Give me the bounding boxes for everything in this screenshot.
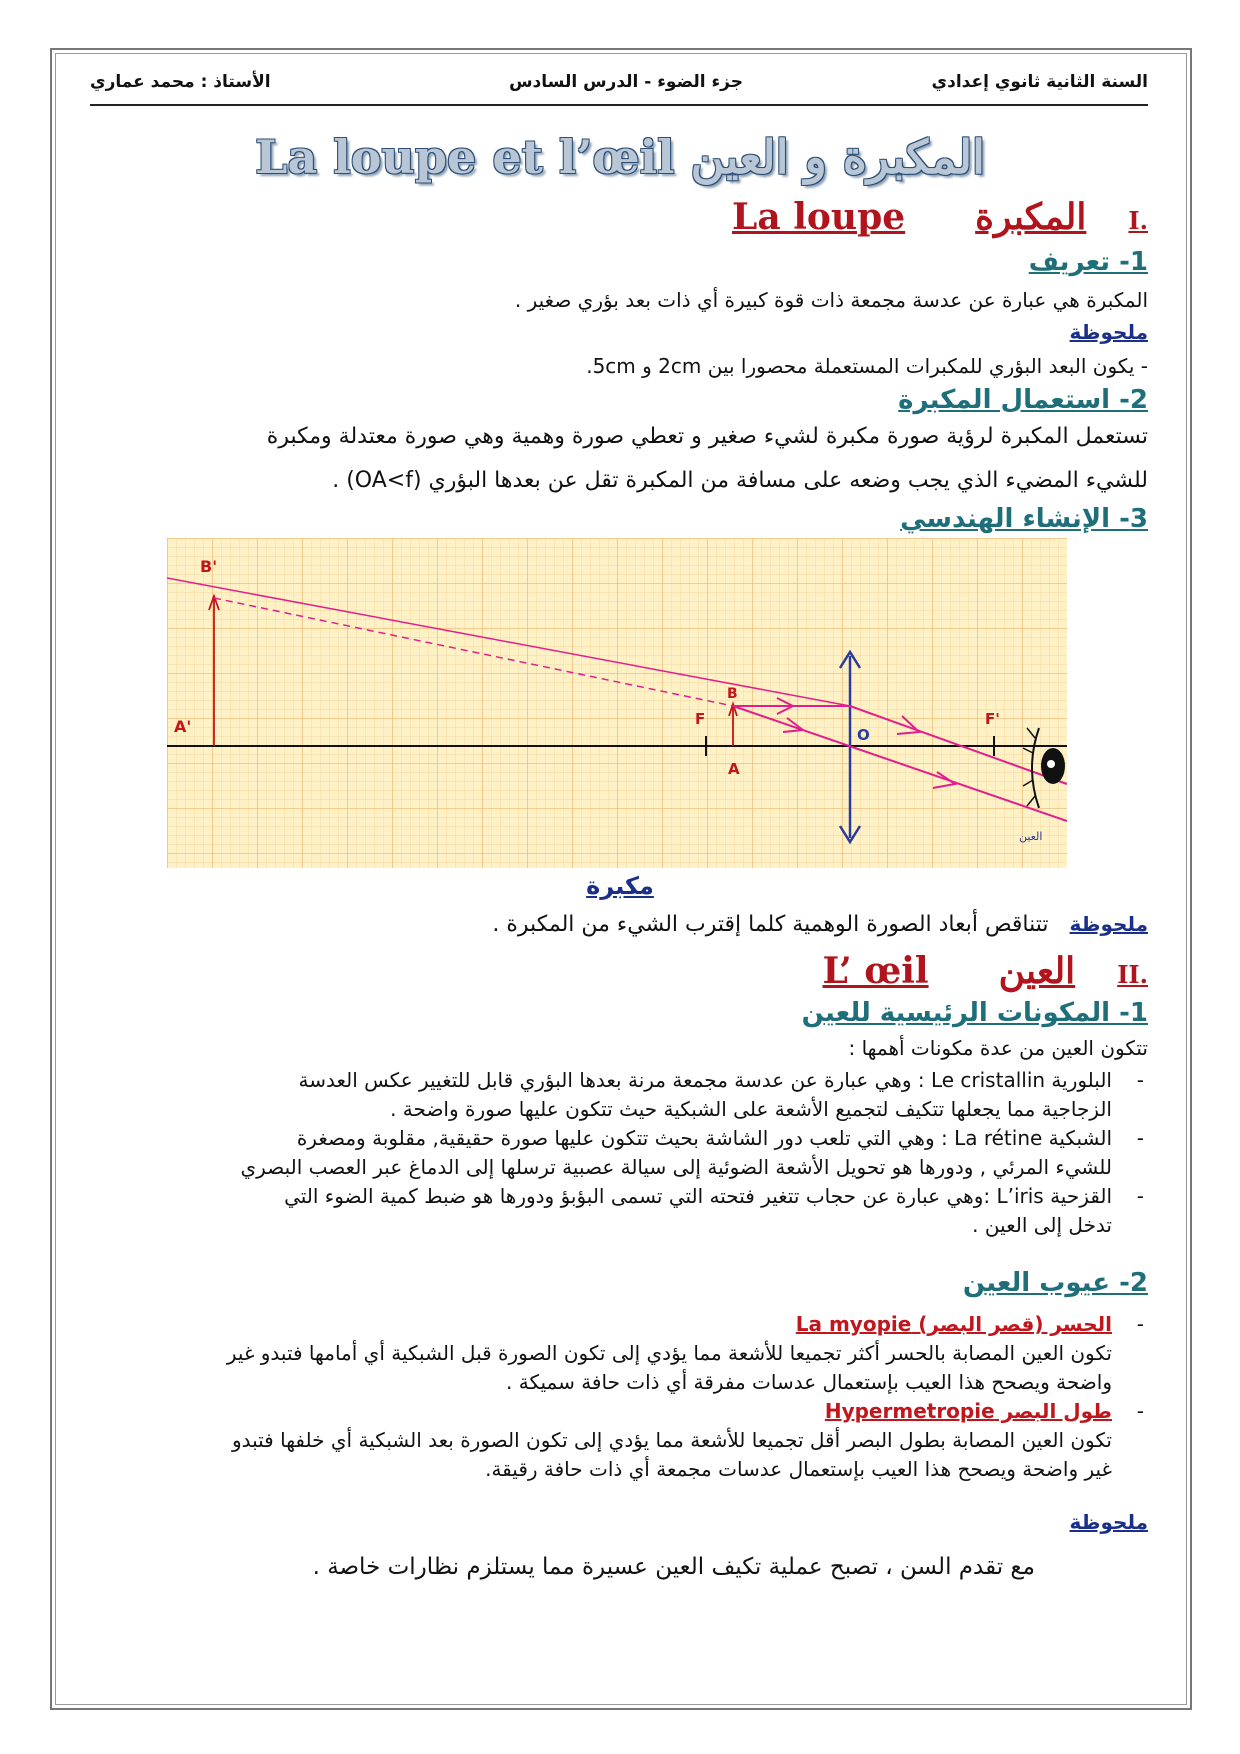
section-2-heading	[822, 950, 1148, 992]
label-f-prime: F'	[985, 710, 1000, 728]
defects-list	[158, 1310, 1148, 1484]
magnifier-diagram	[167, 538, 1067, 868]
note-3-text: مع تقدم السن ، تصبح عملية تكيف العين عسيرة مما يستلزم نظارات خاصة .	[312, 1554, 1035, 1580]
note-1-label: ملحوظة	[1069, 320, 1148, 344]
label-f: F	[695, 710, 706, 728]
usage-heading: 2- استعمال المكبرة	[898, 385, 1148, 415]
components-heading: 1- المكونات الرئيسية للعين	[801, 998, 1148, 1028]
definition-text: المكبرة هي عبارة عن عدسة مجمعة ذات قوة كبيرة أي ذات بعد بؤري صغير .	[514, 288, 1148, 312]
label-a: A	[728, 760, 740, 778]
myopia-line-1: تكون العين المصابة بالحسر أكثر تجميعا للأشعة مما يؤدي إلى تكون الصورة قبل الشبكية أي أمامها فتبدو غير	[226, 1341, 1112, 1365]
hyperopia-line-2: غير واضحة ويصحح هذا العيب بإستعمال عدسات مجمعة أي ذات حافة رقيقة.	[485, 1457, 1112, 1481]
header-level: السنة الثانية ثانوي إعدادي	[931, 72, 1148, 92]
components-intro: تتكون العين من عدة مكونات أهمها :	[848, 1036, 1148, 1060]
section-1-label	[732, 196, 1086, 238]
hyperopia-title: - طول البصر Hypermetropie	[824, 1399, 1112, 1423]
section-1-arabic: المكبرة	[975, 196, 1087, 238]
note-2	[492, 912, 1148, 937]
myopia-line-2: واضحة ويصحح هذا العيب بإستعمال عدسات مفرقة أي ذات حافة سميكة .	[506, 1370, 1112, 1394]
page-header	[90, 70, 1148, 106]
usage-line-2: للشيء المضيء الذي يجب وضعه على مسافة من المكبرة تقل عن بعدها البؤري (OA<f) .	[332, 468, 1148, 493]
grid-lines	[167, 538, 1067, 868]
components-list	[158, 1066, 1148, 1240]
list-item	[158, 1182, 1148, 1240]
note-3-label: ملحوظة	[1069, 1510, 1148, 1534]
header-part: جزء الضوء - الدرس السادس	[509, 72, 743, 92]
defects-heading: 2- عيوب العين	[962, 1268, 1148, 1298]
label-a-prime: A'	[174, 717, 192, 736]
list-item	[158, 1124, 1148, 1182]
list-item-line: تدخل إلى العين .	[972, 1213, 1112, 1237]
list-item-line: الزجاجية مما يجعلها تتكيف لتجميع الأشعة على الشبكية حيث تتكون عليها صورة واضحة .	[390, 1097, 1112, 1121]
section-1-number: .I	[1128, 206, 1148, 235]
list-item-line: - البلورية Le cristallin : وهي عبارة عن عدسة مجمعة مرنة بعدها البؤري قابل للتغيير عكس العدسة	[298, 1068, 1112, 1092]
label-eye: العين	[1019, 830, 1043, 843]
label-b: B	[727, 686, 738, 702]
section-1-french: La loupe	[732, 196, 906, 238]
note-2-label: ملحوظة	[1069, 912, 1148, 936]
note-2-text: تتناقص أبعاد الصورة الوهمية كلما إقترب الشيء من المكبرة .	[492, 912, 1049, 937]
construction-heading: 3- الإنشاء الهندسي	[900, 504, 1148, 534]
diagram-caption: مكبرة	[586, 872, 654, 900]
label-o: O	[857, 726, 870, 744]
myopia-title: - الحسر (قصر البصر) La myopie	[795, 1312, 1112, 1336]
section-1-heading	[732, 196, 1148, 238]
hyperopia-line-1: تكون العين المصابة بطول البصر أقل تجميعا للأشعة مما يؤدي إلى تكون الصورة بعد الشبكية أي خلفها فتبدو	[231, 1428, 1112, 1452]
list-item	[158, 1310, 1148, 1339]
section-2-number: .II	[1117, 960, 1148, 989]
list-item-line: للشيء المرئي , ودورها هو تحويل الأشعة الضوئية إلى سيالة عصبية ترسلها إلى الدماغ عبر العصب البصري	[240, 1155, 1112, 1179]
section-2-french: L’ œil	[822, 950, 929, 992]
list-item-line: - القزحية L’iris :وهي عبارة عن حجاب تتغير فتحته التي تسمى البؤبؤ ودورها هو ضبط كمية الضوء التي	[284, 1184, 1112, 1208]
section-2-label	[822, 950, 1075, 992]
list-item	[158, 1066, 1148, 1124]
label-b-prime: B'	[200, 557, 218, 576]
list-item	[158, 1397, 1148, 1426]
section-2-arabic: العين	[998, 950, 1076, 992]
header-teacher: الأستاذ : محمد عماري	[90, 72, 271, 92]
note-1-text: - يكون البعد البؤري للمكبرات المستعملة محصورا بين 2cm و 5cm.	[586, 354, 1148, 378]
page-title: La loupe et l’œil المكبرة و العين	[255, 130, 985, 184]
definition-heading: 1- تعريف	[1028, 247, 1148, 277]
usage-line-1: تستعمل المكبرة لرؤية صورة مكبرة لشيء صغير و تعطي صورة وهمية وهي صورة معتدلة ومكبرة	[266, 424, 1148, 449]
list-item-line: - الشبكية La rétine : وهي التي تلعب دور الشاشة بحيث تتكون عليها صورة حقيقية, مقلوبة ومصغرة	[296, 1126, 1112, 1150]
